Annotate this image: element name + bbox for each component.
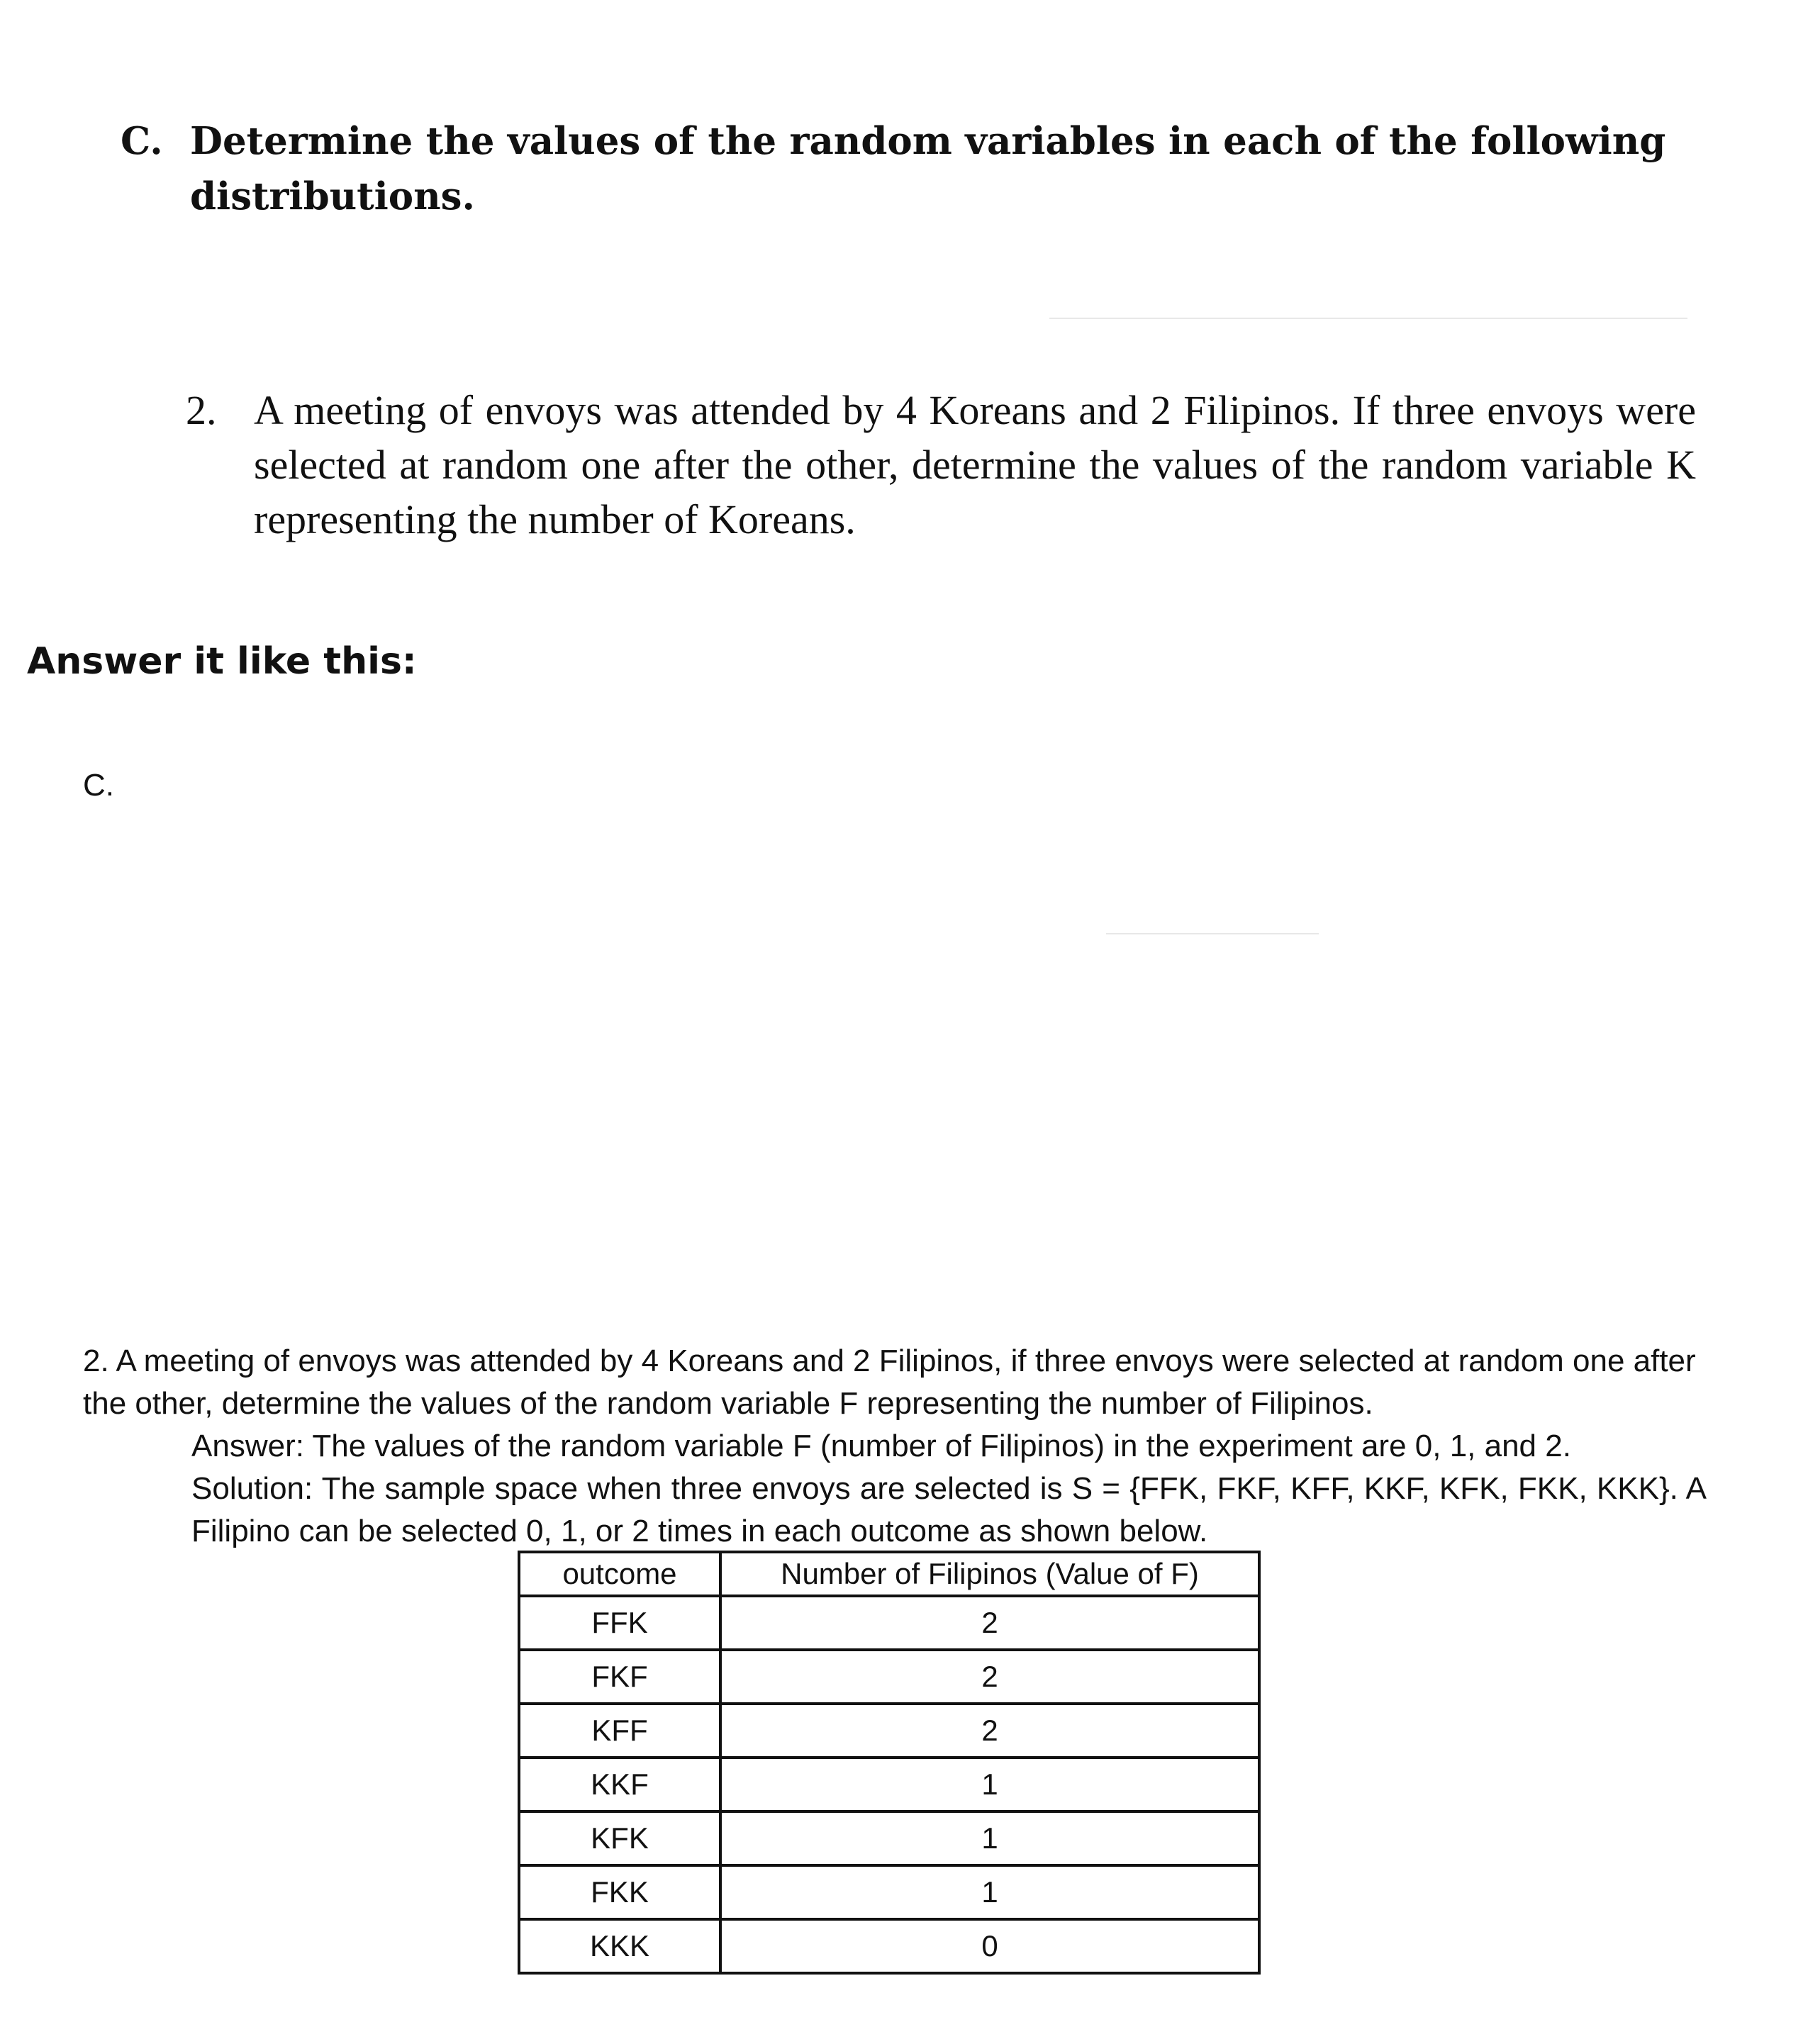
outcome-cell: FKK — [519, 1865, 720, 1919]
example-answer-block — [191, 1425, 1707, 1553]
value-cell: 1 — [720, 1758, 1259, 1811]
outcome-cell: KFF — [519, 1704, 720, 1758]
scan-artifact-line — [1049, 318, 1687, 319]
section-letter: C. — [121, 119, 163, 163]
header-outcome: outcome — [519, 1552, 720, 1596]
table-row — [519, 1704, 1259, 1758]
value-cell: 0 — [720, 1919, 1259, 1973]
header-number-of-filipinos: Number of Filipinos (Value of F) — [720, 1552, 1259, 1596]
section-heading — [121, 113, 1709, 224]
outcome-cell: FFK — [519, 1596, 720, 1650]
outcome-cell: KKF — [519, 1758, 720, 1811]
table-header-row — [519, 1552, 1259, 1596]
table-row — [519, 1919, 1259, 1973]
section-instruction: Determine the values of the random variables in each of the following distributions. — [190, 119, 1666, 218]
example-answer: Answer: The values of the random variable F (number of Filipinos) in the experiment are 0, 1, and 2. — [191, 1429, 1571, 1463]
outcome-cell: KKK — [519, 1919, 720, 1973]
question-number: 2. — [186, 387, 217, 433]
table-row — [519, 1596, 1259, 1650]
example-solution: Solution: The sample space when three envoys are selected is S = {FFK, FKF, KFF, KKF, KFK, FKK, KKK}. A Filipino can be selected 0, 1, or 2 times in each outcome as shown below. — [191, 1471, 1707, 1548]
value-cell: 2 — [720, 1596, 1259, 1650]
question-text: A meeting of envoys was attended by 4 Koreans and 2 Filipinos. If three envoys were selected at random one after the other, determine the values of the random variable K representing the number of Koreans. — [254, 387, 1696, 542]
table-row — [519, 1758, 1259, 1811]
outcomes-table — [518, 1551, 1261, 1975]
example-question: 2. A meeting of envoys was attended by 4 Koreans and 2 Filipinos, if three envoys were selected at random one after the other, determine the values of the random variable F representing the number of Filipinos. — [83, 1344, 1696, 1421]
example-section-letter: C. — [83, 768, 114, 803]
value-cell: 1 — [720, 1865, 1259, 1919]
table-row — [519, 1811, 1259, 1865]
value-cell: 1 — [720, 1811, 1259, 1865]
scan-artifact-line — [1106, 933, 1319, 934]
outcome-cell: FKF — [519, 1650, 720, 1704]
outcome-cell: KFK — [519, 1811, 720, 1865]
value-cell: 2 — [720, 1704, 1259, 1758]
table-row — [519, 1865, 1259, 1919]
answer-like-label: Answer it like this: — [27, 640, 417, 683]
value-cell: 2 — [720, 1650, 1259, 1704]
question-2 — [186, 383, 1696, 547]
table-row — [519, 1650, 1259, 1704]
